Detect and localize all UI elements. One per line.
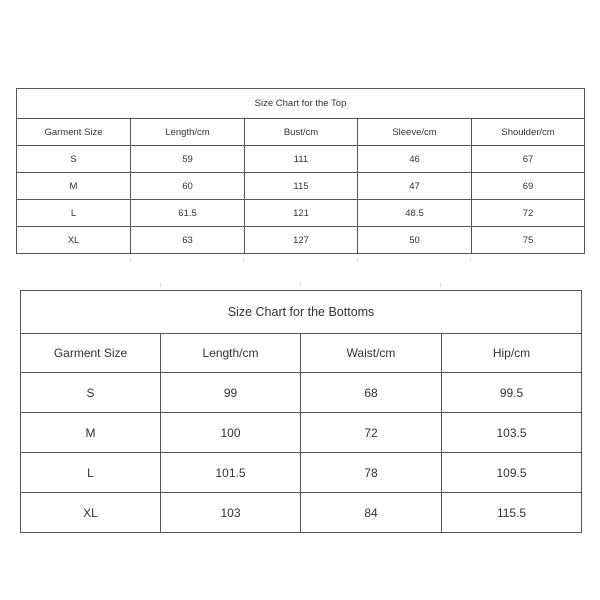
table-row	[21, 413, 582, 453]
table-cell: 99.5	[442, 373, 582, 413]
table-cell: 50	[358, 227, 472, 254]
column-header: Garment Size	[17, 119, 131, 146]
table-cell: 75	[472, 227, 585, 254]
table-cell: 121	[245, 200, 358, 227]
table-cell: 84	[301, 493, 442, 533]
table-cell: 103	[161, 493, 301, 533]
table-row	[21, 453, 582, 493]
column-header: Garment Size	[21, 334, 161, 373]
table-cell: 100	[161, 413, 301, 453]
column-header: Length/cm	[131, 119, 245, 146]
table-row	[21, 373, 582, 413]
table-cell: S	[21, 373, 161, 413]
table-cell: 103.5	[442, 413, 582, 453]
table-cell: M	[17, 173, 131, 200]
table-cell: 46	[358, 146, 472, 173]
table-cell: 72	[472, 200, 585, 227]
table-row	[17, 173, 585, 200]
table-cell: XL	[17, 227, 131, 254]
table-cell: 72	[301, 413, 442, 453]
table-cell: 109.5	[442, 453, 582, 493]
table-cell: 99	[161, 373, 301, 413]
bottom-chart-title-row	[21, 291, 582, 334]
table-cell: S	[17, 146, 131, 173]
top-chart-header-row	[17, 119, 585, 146]
table-cell: 101.5	[161, 453, 301, 493]
top-chart-title: Size Chart for the Top	[17, 89, 585, 119]
table-cell: 48.5	[358, 200, 472, 227]
bottom-size-chart-table	[20, 290, 582, 533]
table-row	[17, 227, 585, 254]
divider-ticks	[0, 255, 600, 291]
table-row	[21, 493, 582, 533]
column-header: Bust/cm	[245, 119, 358, 146]
table-row	[17, 200, 585, 227]
column-header: Length/cm	[161, 334, 301, 373]
table-cell: 61.5	[131, 200, 245, 227]
table-row	[17, 146, 585, 173]
table-cell: 68	[301, 373, 442, 413]
table-cell: 60	[131, 173, 245, 200]
column-header: Waist/cm	[301, 334, 442, 373]
table-cell: 69	[472, 173, 585, 200]
table-cell: 47	[358, 173, 472, 200]
column-header: Shoulder/cm	[472, 119, 585, 146]
table-cell: 63	[131, 227, 245, 254]
table-cell: M	[21, 413, 161, 453]
table-cell: XL	[21, 493, 161, 533]
bottom-chart-title: Size Chart for the Bottoms	[21, 291, 582, 334]
table-cell: 78	[301, 453, 442, 493]
table-cell: 59	[131, 146, 245, 173]
table-cell: 115	[245, 173, 358, 200]
table-cell: 127	[245, 227, 358, 254]
column-header: Sleeve/cm	[358, 119, 472, 146]
table-cell: 111	[245, 146, 358, 173]
top-size-chart-table	[16, 88, 585, 254]
table-cell: L	[17, 200, 131, 227]
column-header: Hip/cm	[442, 334, 582, 373]
table-cell: L	[21, 453, 161, 493]
table-cell: 67	[472, 146, 585, 173]
bottom-chart-header-row	[21, 334, 582, 373]
top-chart-title-row	[17, 89, 585, 119]
table-cell: 115.5	[442, 493, 582, 533]
